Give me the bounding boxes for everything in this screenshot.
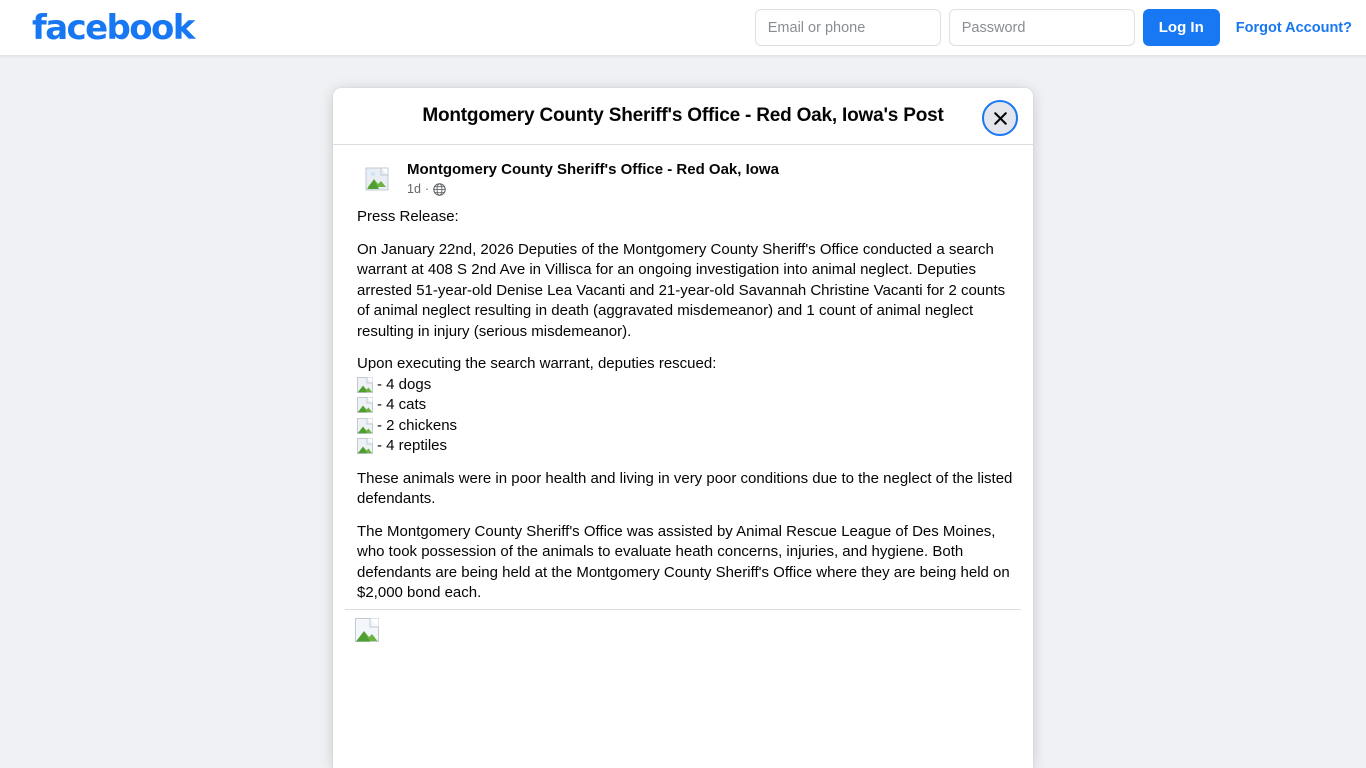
list-item-label: - 2 chickens xyxy=(377,416,458,434)
forgot-account-link[interactable]: Forgot Account? xyxy=(1235,19,1352,36)
post-paragraph: These animals were in poor health and living in very poor conditions due to the neglect of the listed defendants. xyxy=(357,469,1013,507)
meta-separator: · xyxy=(424,182,430,196)
list-item-label: - 4 dogs xyxy=(377,375,432,393)
post-paragraph: On January 22nd, 2026 Deputies of the Montgomery County Sheriff's Office conducted a search warrant at 408 S 2nd Ave in Villisca for an ongoing investigation into animal neglect. Deputies arrested 51-year-old Denise Lea Vacanti and 21-year-old Savannah Christine Vacanti for 2 counts of animal neglect resulting in death (aggravated misdemeanor) and 1 count of animal neglect resulting in injury (serious misdemeanor). xyxy=(357,240,1006,340)
post-header xyxy=(345,145,1021,199)
post-container xyxy=(333,145,1033,768)
close-button[interactable] xyxy=(982,100,1018,136)
broken-image-icon xyxy=(355,618,1021,642)
broken-image-icon xyxy=(365,167,389,191)
list-item-label: - 4 reptiles xyxy=(377,437,448,454)
list-item xyxy=(357,375,1021,396)
broken-image-icon xyxy=(357,397,373,413)
dialog-title: Montgomery County Sheriff's Office - Red Oak, Iowa's Post xyxy=(422,105,944,126)
list-item xyxy=(357,395,1021,416)
post-body xyxy=(345,207,1021,604)
close-icon xyxy=(992,110,1009,127)
broken-image-icon xyxy=(357,438,373,454)
login-area xyxy=(755,9,1352,46)
password-field[interactable] xyxy=(949,9,1135,46)
post-dialog xyxy=(333,88,1033,768)
list-item xyxy=(357,416,1021,437)
list-item-label: - 4 cats xyxy=(377,396,427,413)
post-media[interactable] xyxy=(345,610,1021,768)
list-item xyxy=(357,436,1021,457)
rescued-block xyxy=(357,354,1021,457)
post-timestamp[interactable]: 1d xyxy=(407,182,421,196)
post-paragraph: Press Release: xyxy=(357,208,459,225)
broken-image-icon xyxy=(357,418,373,434)
post-author-name[interactable]: Montgomery County Sheriff's Office - Red Oak, Iowa xyxy=(407,161,779,178)
post-paragraph: The Montgomery County Sheriff's Office was assisted by Animal Rescue League of Des Moines, who took possession of the animals to evaluate heath concerns, injuries, and hygiene. Both defendants are being held at the Montgomery County Sheriff's Office where they are being held on $2,000 bond each. xyxy=(357,522,1010,601)
email-field[interactable] xyxy=(755,9,941,46)
avatar[interactable] xyxy=(357,159,397,199)
broken-image-icon xyxy=(357,377,373,393)
globe-icon xyxy=(433,183,446,196)
post-meta xyxy=(407,181,779,198)
dialog-header xyxy=(333,88,1033,145)
post-author-block xyxy=(407,159,779,198)
dialog-scroll-body[interactable] xyxy=(333,145,1033,768)
facebook-logo[interactable]: facebook xyxy=(32,8,194,48)
facebook-top-bar xyxy=(0,0,1366,56)
post-paragraph: Upon executing the search warrant, deputies rescued: xyxy=(357,355,717,372)
login-button[interactable]: Log In xyxy=(1143,9,1220,46)
